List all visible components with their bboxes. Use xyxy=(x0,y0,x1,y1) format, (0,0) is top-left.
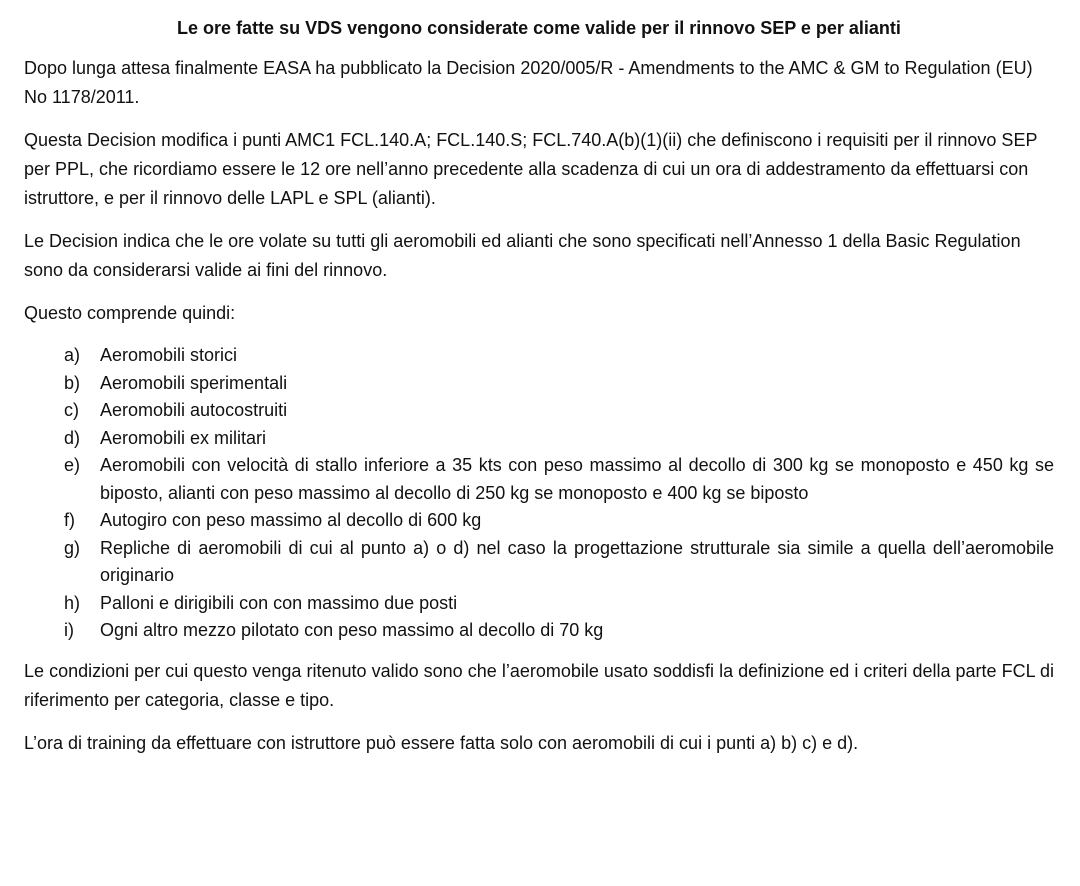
list-item xyxy=(24,507,1054,535)
list-item-text: Palloni e dirigibili con con massimo due posti xyxy=(100,592,458,613)
paragraph-decision: Questa Decision modifica i punti AMC1 FCL.140.A; FCL.140.S; FCL.740.A(b)(1)(ii) che definiscono i requisiti per il rinnovo SEP per PPL, che ricordiamo essere le 12 ore nell’anno precedente alla scadenza di cui un ora di addestramento da effettuarsi con istruttore, e per il rinnovo delle LAPL e SPL (alianti). xyxy=(24,130,1038,208)
list-marker: g) xyxy=(64,537,81,558)
list-item-text: Aeromobili sperimentali xyxy=(100,372,288,393)
list-marker: b) xyxy=(64,372,81,393)
list-marker: d) xyxy=(64,427,81,448)
paragraph-intro: Dopo lunga attesa finalmente EASA ha pubblicato la Decision 2020/005/R - Amendments to the AMC & GM to Regulation (EU) No 1178/2011. xyxy=(24,58,1033,107)
list-item-text: Aeromobili storici xyxy=(100,345,238,365)
list-marker: a) xyxy=(64,345,81,365)
list-marker: e) xyxy=(64,455,81,475)
paragraph-annex: Le Decision indica che le ore volate su tutti gli aeromobili ed alianti che sono specificati nell’Annesso 1 della Basic Regulation sono da considerarsi valide ai fini del rinnovo. xyxy=(24,231,1021,280)
list-item xyxy=(24,452,1054,507)
list-item-text: Ogni altro mezzo pilotato con peso massimo al decollo di 70 kg xyxy=(100,620,604,640)
list-item-text: Aeromobili autocostruiti xyxy=(100,400,288,420)
list-item-text: Aeromobili con velocità di stallo inferiore a 35 kts con peso massimo al decollo di 300 kg se monoposto e 450 kg se biposto, alianti con peso massimo al decollo di 250 kg se monoposto e 400 kg se biposto xyxy=(100,455,1054,503)
list-item-text: Aeromobili ex militari xyxy=(100,427,267,448)
document-title: Le ore fatte su VDS vengono considerate come valide per il rinnovo SEP e per alianti xyxy=(177,18,901,38)
aircraft-list xyxy=(24,342,1054,645)
list-item xyxy=(24,342,1054,370)
list-item xyxy=(24,617,1054,645)
paragraph-training: L’ora di training da effettuare con istruttore può essere fatta solo con aeromobili di cui i punti a) b) c) e d). xyxy=(24,732,859,753)
paragraph-conditions: Le condizioni per cui questo venga ritenuto valido sono che l’aeromobile usato soddisfi la definizione ed i criteri della parte FCL di riferimento per categoria, classe e tipo. xyxy=(24,660,1054,710)
list-item-text: Repliche di aeromobili di cui al punto a) o d) nel caso la progettazione strutturale sia simile a quella dell’aeromobile originario xyxy=(100,537,1054,585)
list-item xyxy=(24,535,1054,590)
list-item xyxy=(24,397,1054,425)
list-item xyxy=(24,590,1054,618)
list-marker: h) xyxy=(64,592,81,613)
list-item-text: Autogiro con peso massimo al decollo di 600 kg xyxy=(100,510,482,530)
list-marker: f) xyxy=(64,510,75,530)
list-item xyxy=(24,370,1054,398)
paragraph-list-intro: Questo comprende quindi: xyxy=(24,303,236,323)
list-marker: c) xyxy=(64,400,79,420)
list-marker: i) xyxy=(64,620,74,640)
list-item xyxy=(24,425,1054,453)
